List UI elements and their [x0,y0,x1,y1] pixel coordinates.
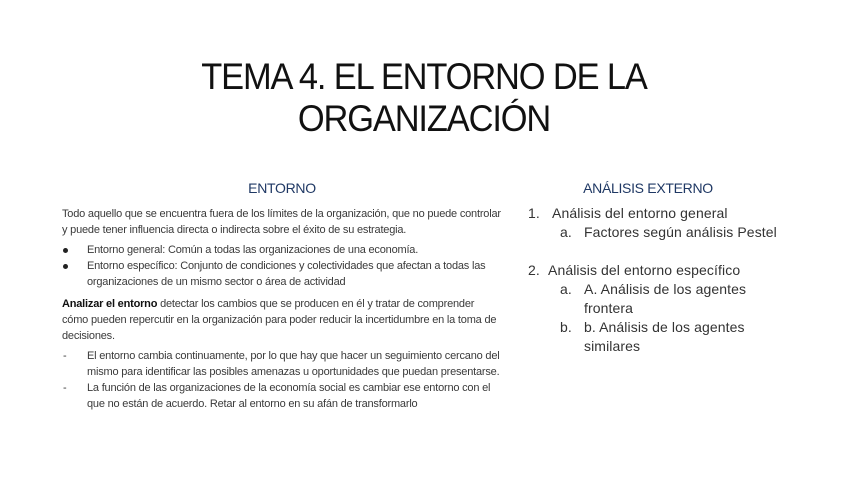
analisis-column [528,180,778,356]
item-text: Análisis del entorno específico [548,262,741,278]
analisis-list [528,204,778,356]
list-item: Entorno general: Común a todas las organizaciones de una economía. [62,242,502,258]
sub-list-item [528,318,778,356]
slide-title-line-1: TEMA 4. EL ENTORNO DE LA [201,56,647,97]
list-item: Entorno específico: Conjunto de condiciones y colectividades que afectan a todas las organizaciones de un mismo sector o área de actividad [62,258,502,290]
item-number: 2. [528,262,540,278]
sub-list-item [528,223,778,242]
item-text: Análisis del entorno general [552,205,728,221]
slide-title-line-2: ORGANIZACIÓN [297,98,551,139]
entorno-definition: Todo aquello que se encuentra fuera de los límites de la organización, que no puede controlar y puede tener influencia directa o indirecta sobre el éxito de su estrategia. [62,208,501,236]
entorno-heading: ENTORNO [248,180,316,196]
list-item: - La función de las organizaciones de la economía social es cambiar ese entorno con el que no están de acuerdo. Retar al entorno en su afán de transformarlo [62,380,502,412]
list-item: - El entorno cambia continuamente, por lo que hay que hacer un seguimiento cercano del mismo para identificar las posibles amenazas u oportunidades que puedan presentarse. [62,348,502,380]
sub-item-letter: b. [560,319,572,335]
sub-item-text: b. Análisis de los agentes similares [584,319,745,354]
sub-item-text: A. Análisis de los agentes frontera [584,281,747,316]
list-item [528,204,778,223]
sub-item-text: Factores según análisis Pestel [584,224,777,240]
sub-item-letter: a. [560,224,572,240]
analyze-text: detectar los cambios que se producen en él y tratar de comprender cómo pueden repercutir en la organización para poder reducir la incertidumbre en la toma de decisiones. [62,298,497,342]
entorno-notes-list [62,348,502,412]
item-number: 1. [528,205,540,221]
analisis-heading: ANÁLISIS EXTERNO [583,180,713,196]
slide-title [30,56,819,140]
entorno-types-list [62,242,502,290]
entorno-column [62,180,502,412]
analyze-paragraph [62,296,502,344]
sub-item-letter: a. [560,281,572,297]
sub-list-item [528,280,778,318]
list-item [528,261,778,280]
analyze-lead: Analizar el entorno [62,298,158,310]
